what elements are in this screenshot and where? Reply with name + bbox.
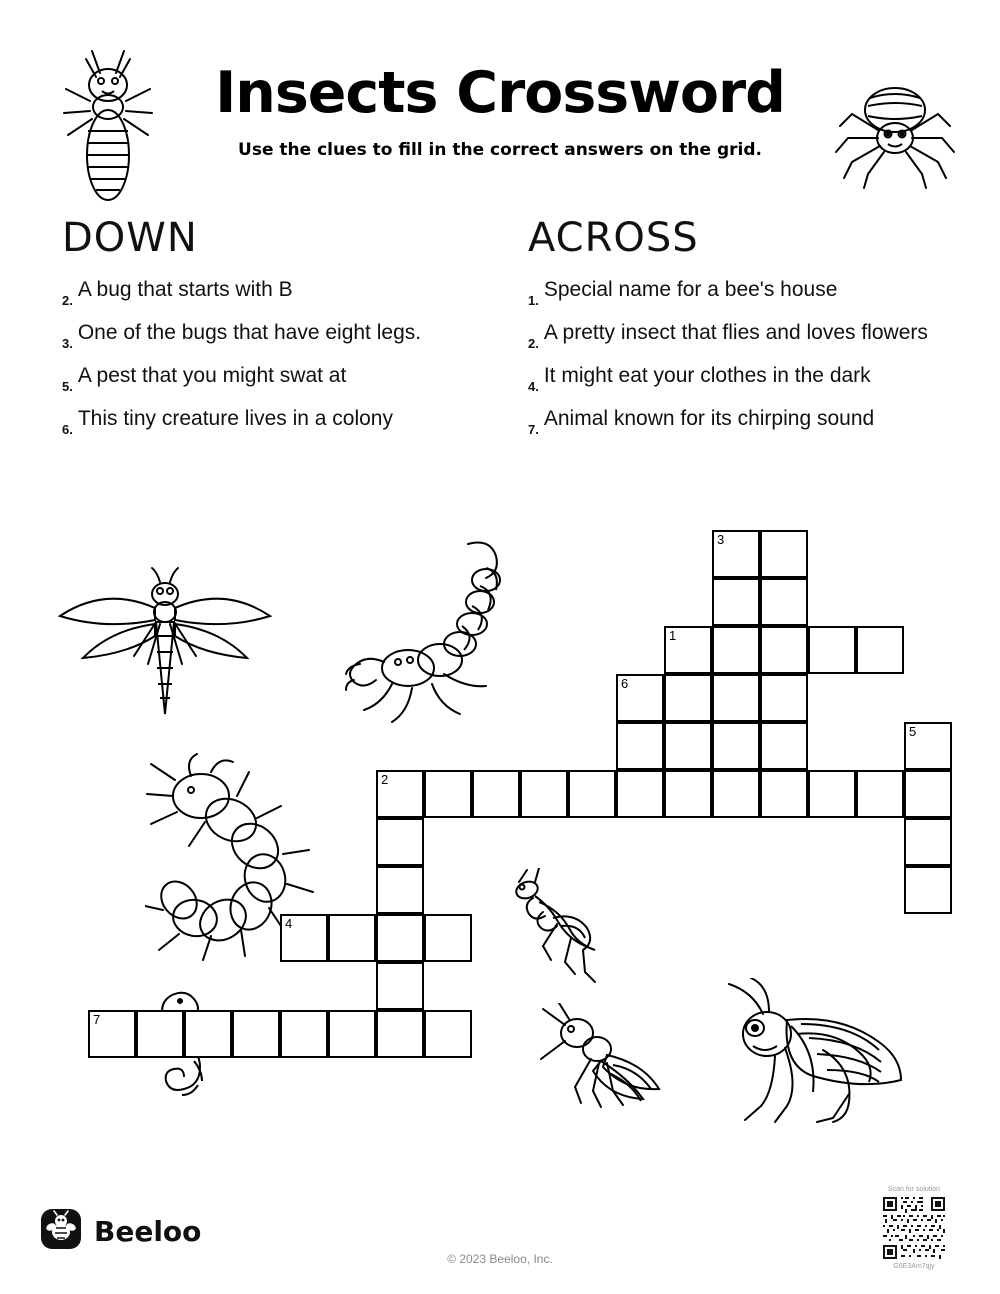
clue-item — [62, 361, 462, 401]
mosquito-illustration — [535, 1003, 675, 1121]
page-header — [0, 40, 1000, 205]
crossword-cell[interactable] — [328, 1010, 376, 1058]
crossword-cell[interactable] — [376, 818, 424, 866]
crossword-cell[interactable] — [328, 914, 376, 962]
brand-name: Beeloo — [94, 1215, 202, 1248]
clue-text: Animal known for its chirping sound — [543, 407, 875, 430]
clue-text: This tiny creature lives in a colony — [77, 407, 393, 430]
crossword-cell[interactable] — [184, 1010, 232, 1058]
crossword-cell[interactable] — [232, 1010, 280, 1058]
crossword-cell[interactable] — [760, 530, 808, 578]
crossword-cell[interactable] — [280, 1010, 328, 1058]
crossword-area — [0, 500, 1000, 1160]
clue-item — [528, 404, 948, 444]
crossword-cell[interactable] — [712, 578, 760, 626]
crossword-cell[interactable] — [664, 674, 712, 722]
crossword-cell[interactable] — [616, 674, 664, 722]
page-footer — [0, 1180, 1000, 1294]
clue-number: 2. — [528, 336, 539, 351]
crossword-cell[interactable] — [88, 1010, 136, 1058]
clue-number: 4. — [528, 379, 539, 394]
clue-item — [528, 318, 948, 358]
crossword-cell[interactable] — [904, 770, 952, 818]
crossword-cell[interactable] — [664, 722, 712, 770]
cell-number: 6 — [621, 676, 629, 691]
grasshopper-illustration — [705, 978, 920, 1126]
mantis-illustration — [495, 868, 625, 993]
clue-number: 5. — [62, 379, 73, 394]
crossword-cell[interactable] — [808, 770, 856, 818]
crossword-cell[interactable] — [424, 770, 472, 818]
dragonfly-illustration — [48, 560, 278, 730]
crossword-cell[interactable] — [856, 770, 904, 818]
crossword-cell[interactable] — [616, 770, 664, 818]
crossword-cell[interactable] — [808, 626, 856, 674]
cell-number: 2 — [381, 772, 389, 787]
clue-item — [62, 275, 462, 315]
qr-id: G6E3Am7qjy — [893, 1263, 935, 1270]
clue-text: It might eat your clothes in the dark — [543, 364, 871, 387]
crossword-cell[interactable] — [376, 962, 424, 1010]
clue-item — [528, 275, 948, 315]
crossword-cell[interactable] — [136, 1010, 184, 1058]
crossword-cell[interactable] — [760, 578, 808, 626]
crossword-cell[interactable] — [664, 626, 712, 674]
crossword-cell[interactable] — [424, 1010, 472, 1058]
qr-label: Scan for solution — [887, 1186, 941, 1193]
crossword-cell[interactable] — [712, 626, 760, 674]
clue-number: 2. — [62, 293, 73, 308]
across-heading: ACROSS — [528, 215, 699, 261]
spider-illustration — [830, 70, 960, 190]
clue-text: Special name for a bee's house — [543, 278, 838, 301]
crossword-cell[interactable] — [424, 914, 472, 962]
clues-section — [0, 215, 1000, 495]
cell-number: 1 — [669, 628, 677, 643]
qr-block — [868, 1186, 960, 1270]
crossword-cell[interactable] — [376, 1010, 424, 1058]
crossword-cell[interactable] — [376, 914, 424, 962]
cell-number: 5 — [909, 724, 917, 739]
crossword-cell[interactable] — [376, 770, 424, 818]
clue-text: One of the bugs that have eight legs. — [77, 321, 422, 344]
crossword-cell[interactable] — [760, 770, 808, 818]
crossword-cell[interactable] — [712, 770, 760, 818]
page-subtitle: Use the clues to fill in the correct answers on the grid. — [238, 140, 762, 160]
brand-block — [40, 1208, 201, 1255]
bee-logo — [40, 1208, 82, 1255]
crossword-cell[interactable] — [760, 626, 808, 674]
crossword-cell[interactable] — [376, 866, 424, 914]
clue-item — [62, 318, 462, 358]
crossword-cell[interactable] — [712, 722, 760, 770]
clue-number: 6. — [62, 422, 73, 437]
qr-code-icon[interactable] — [881, 1195, 947, 1261]
clue-number: 1. — [528, 293, 539, 308]
crossword-cell[interactable] — [280, 914, 328, 962]
crossword-cell[interactable] — [904, 818, 952, 866]
page-title: Insects Crossword — [215, 60, 785, 126]
copyright-text: © 2023 Beeloo, Inc. — [447, 1252, 553, 1266]
cell-number: 3 — [717, 532, 725, 547]
clue-text: A pest that you might swat at — [77, 364, 347, 387]
crossword-cell[interactable] — [712, 674, 760, 722]
clue-item — [528, 361, 948, 401]
down-heading: DOWN — [62, 215, 198, 261]
crossword-cell[interactable] — [904, 866, 952, 914]
crossword-cell[interactable] — [856, 626, 904, 674]
crossword-cell[interactable] — [568, 770, 616, 818]
across-clues-column — [528, 215, 948, 447]
down-clues-column — [62, 215, 462, 447]
clue-text: A pretty insect that flies and loves flowers — [543, 321, 928, 344]
crossword-cell[interactable] — [760, 674, 808, 722]
crossword-cell[interactable] — [760, 722, 808, 770]
crossword-cell[interactable] — [904, 722, 952, 770]
crossword-cell[interactable] — [712, 530, 760, 578]
clue-number: 3. — [62, 336, 73, 351]
crossword-cell[interactable] — [472, 770, 520, 818]
clue-text: A bug that starts with B — [77, 278, 293, 301]
crossword-cell[interactable] — [616, 722, 664, 770]
cell-number: 7 — [93, 1012, 101, 1027]
crossword-cell[interactable] — [520, 770, 568, 818]
scorpion-illustration — [340, 528, 540, 740]
cell-number: 4 — [285, 916, 293, 931]
crossword-cell[interactable] — [664, 770, 712, 818]
down-clue-list — [62, 275, 462, 444]
across-clue-list — [528, 275, 948, 444]
clue-item — [62, 404, 462, 444]
clue-number: 7. — [528, 422, 539, 437]
